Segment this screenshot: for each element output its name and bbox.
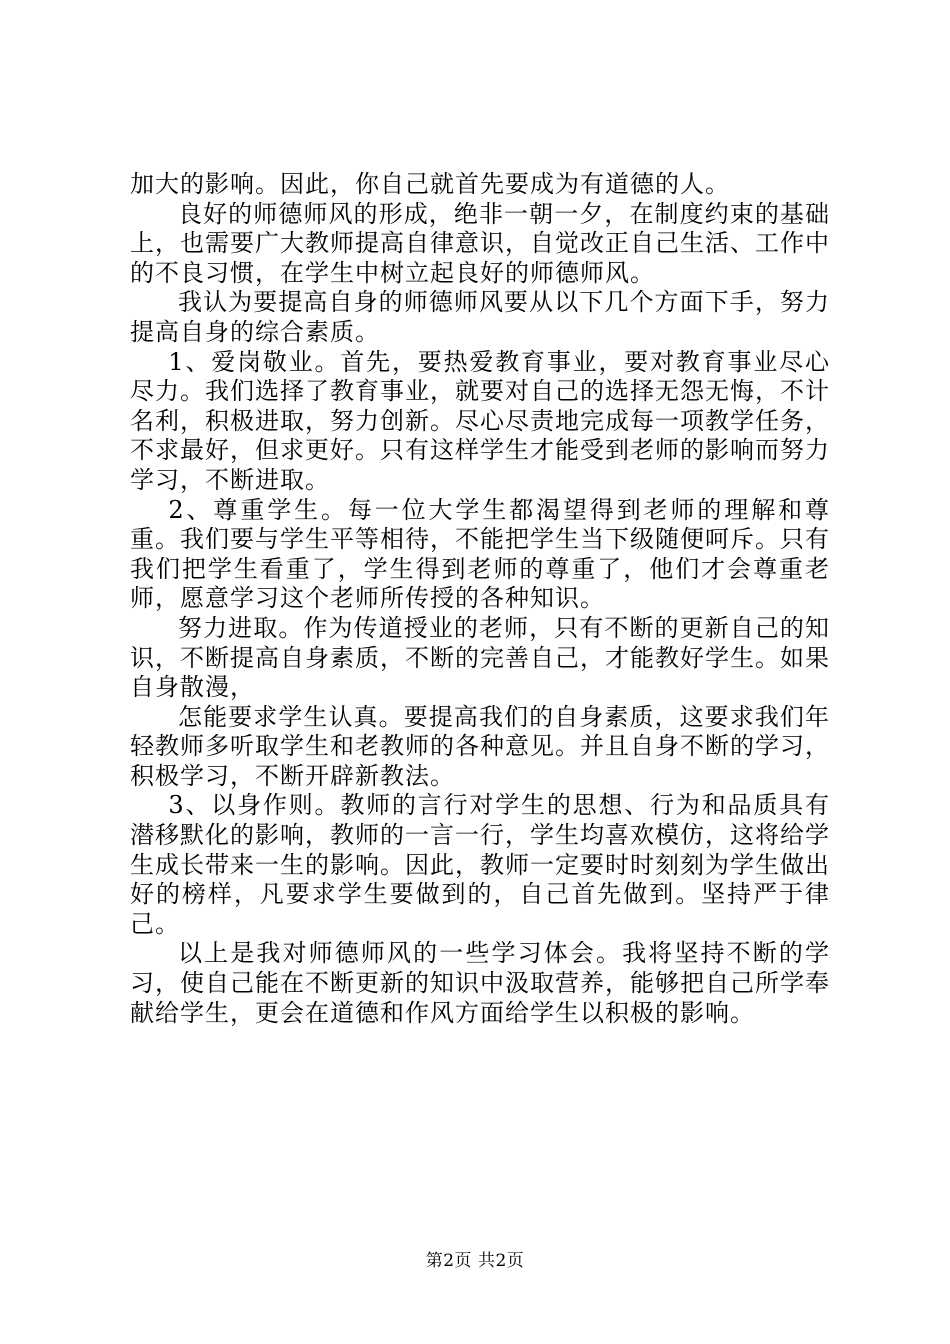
paragraph-point-1: 1、爱岗敬业。首先，要热爱教育事业，要对教育事业尽心尽力。我们选择了教育事业，就要对自己的选择无怨无悔，不计名利，积极进取，努力创新。尽心尽责地完成每一项教学任务，不求最好，但求更好。只有这样学生才能受到老师的影响而努力学习，不断进取。 [130,347,830,494]
paragraph-strive: 努力进取。作为传道授业的老师，只有不断的更新自己的知识，不断提高自身素质，不断的完善自己，才能教好学生。如果自身散漫， [130,613,830,702]
paragraph-continuation: 加大的影响。因此，你自己就首先要成为有道德的人。 [130,170,730,198]
paragraph-point-2: 2、尊重学生。每一位大学生都渴望得到老师的理解和尊重。我们要与学生平等相待，不能把学生当下级随便呵斥。只有我们把学生看重了，学生得到老师的尊重了，他们才会尊重老师，愿意学习这个老师所传授的各种知识。 [130,495,830,613]
paragraph-point-3: 3、以身作则。教师的言行对学生的思想、行为和品质具有潜移默化的影响，教师的一言一行，学生均喜欢模仿，这将给学生成长带来一生的影响。因此，教师一定要时时刻刻为学生做出好的榜样，凡要求学生要做到的，自己首先做到。坚持严于律己。 [130,791,830,938]
page-number-footer: 第2页 共2页 [425,1251,525,1271]
paragraph-formation: 良好的师德师风的形成，绝非一朝一夕，在制度约束的基础上，也需要广大教师提高自律意识，自觉改正自己生活、工作中的不良习惯，在学生中树立起良好的师德师风。 [130,199,830,287]
paragraph-conclusion: 以上是我对师德师风的一些学习体会。我将坚持不断的学习，使自己能在不断更新的知识中汲取营养，能够把自己所学奉献给学生，更会在道德和作风方面给学生以积极的影响。 [130,939,830,1027]
paragraph-require: 怎能要求学生认真。要提高我们的自身素质，这要求我们年轻教师多听取学生和老教师的各种意见。并且自身不断的学习，积极学习，不断开辟新教法。 [130,702,830,790]
paragraph-aspects-intro: 我认为要提高自身的师德师风要从以下几个方面下手，努力提高自身的综合素质。 [130,288,830,346]
document-body [130,170,830,1028]
